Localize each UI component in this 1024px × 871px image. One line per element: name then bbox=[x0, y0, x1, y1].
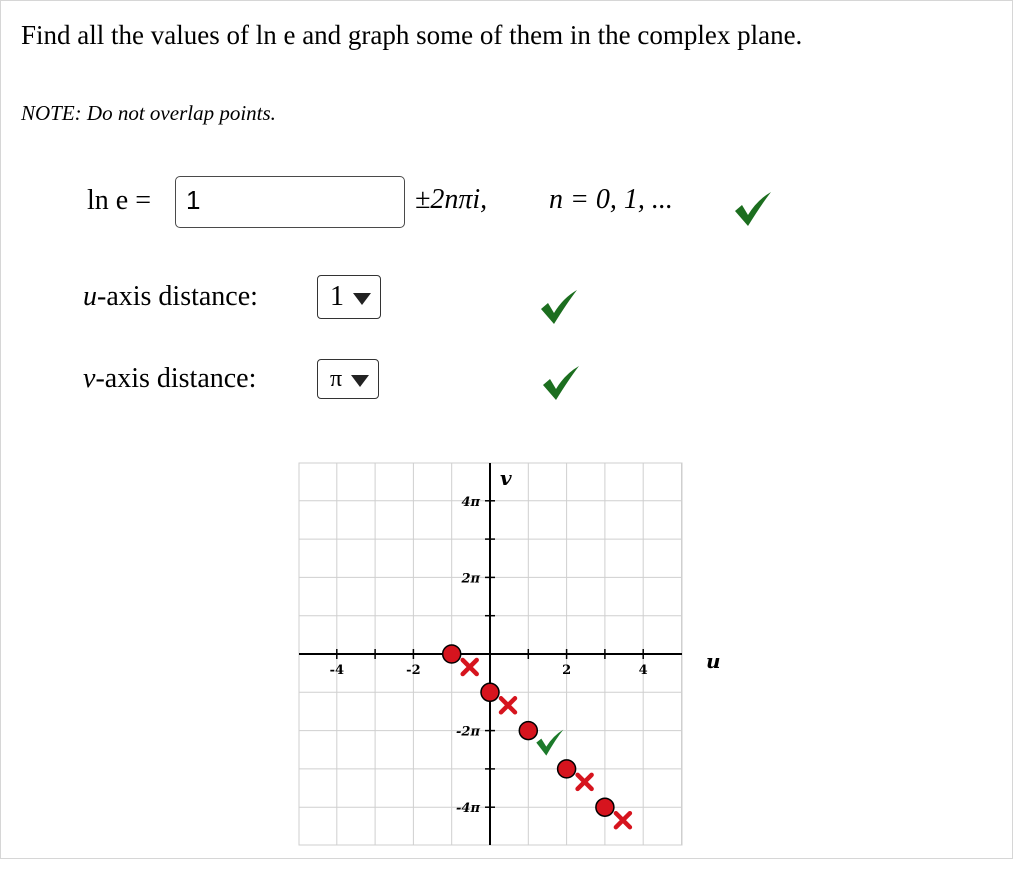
n-range: n = 0, 1, ... bbox=[549, 184, 673, 215]
equation-suffix: ±2nπi, bbox=[415, 184, 488, 215]
complex-plane-graph[interactable] bbox=[281, 449, 721, 859]
u-tick-label: 4 bbox=[638, 663, 648, 678]
v-axis-label: v bbox=[500, 466, 512, 490]
v-axis-distance-select[interactable] bbox=[317, 359, 379, 399]
dropdown-arrow-icon bbox=[351, 375, 369, 387]
u-axis-distance-select[interactable] bbox=[317, 275, 381, 319]
v-axis-distance-label: v-axis distance: bbox=[83, 363, 257, 394]
question-note: NOTE: Do not overlap points. bbox=[21, 101, 276, 125]
answer-input[interactable]: 1 bbox=[175, 176, 405, 228]
v-tick-label: 2π bbox=[461, 571, 480, 587]
u-axis-distance-label: u-axis distance: bbox=[83, 281, 258, 312]
plot-point bbox=[558, 760, 576, 778]
u-tick-label: 2 bbox=[562, 663, 572, 678]
v-tick-label: 4π bbox=[461, 494, 480, 510]
u-tick-label: -4 bbox=[329, 663, 345, 678]
equation-lhs: ln e = bbox=[87, 185, 151, 216]
answer-correct-check-icon bbox=[733, 191, 773, 227]
plot-point bbox=[443, 645, 461, 663]
question-text: Find all the values of ln e and graph some of them in the complex plane. bbox=[21, 20, 803, 50]
plot-point bbox=[596, 798, 614, 816]
v-axis-selected-value: π bbox=[330, 366, 343, 392]
u-axis-selected-value: 1 bbox=[330, 281, 344, 312]
plot-point bbox=[481, 683, 499, 701]
plot-point bbox=[519, 722, 537, 740]
v-tick-label: -4π bbox=[456, 801, 480, 817]
v-tick-label: -2π bbox=[456, 724, 480, 740]
dropdown-arrow-icon bbox=[353, 293, 371, 305]
v-axis-correct-check-icon bbox=[541, 365, 581, 401]
u-axis-correct-check-icon bbox=[539, 289, 579, 325]
u-tick-label: -2 bbox=[406, 663, 421, 678]
u-axis-label: u bbox=[706, 649, 721, 673]
